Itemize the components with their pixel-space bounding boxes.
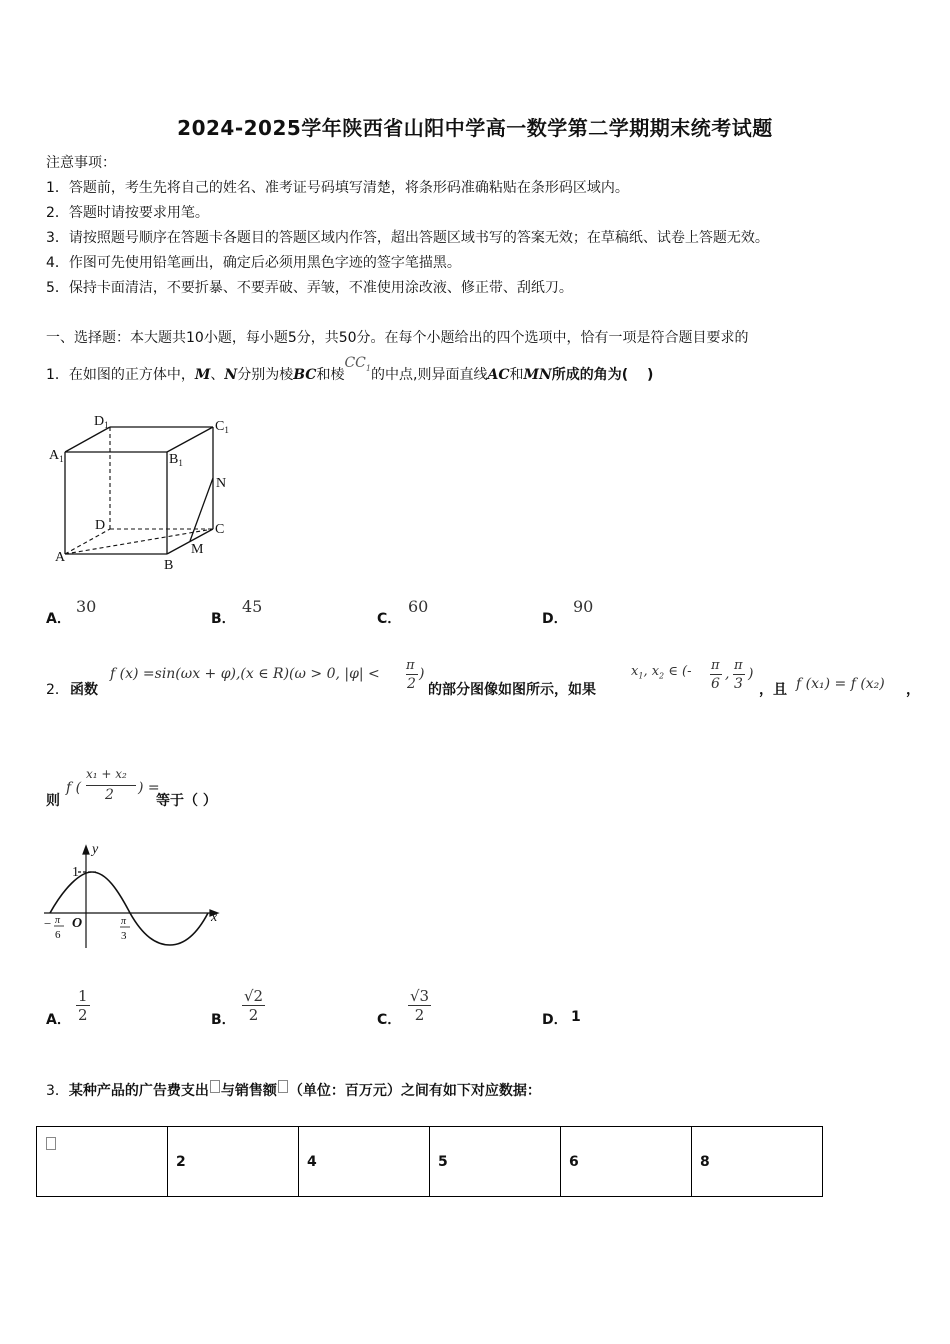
notice-heading: 注意事项： xyxy=(46,155,116,171)
question-3: 3．某种产品的广告费支出 与销售额 （单位：百万元）之间有如下对应数据： xyxy=(46,1080,541,1100)
missing-glyph-icon xyxy=(278,1080,288,1093)
option-a-label[interactable]: A． xyxy=(46,1012,71,1028)
notice-item: 2．答题时请按要求用笔。 xyxy=(46,205,209,221)
origin-label: O xyxy=(72,916,83,931)
option-c-label[interactable]: C． xyxy=(377,611,402,627)
missing-glyph-icon xyxy=(210,1080,220,1093)
label-b: B xyxy=(164,558,174,573)
option-d-label[interactable]: D． xyxy=(542,1012,568,1028)
option-a-value: 30 xyxy=(76,597,97,616)
question-number: 1． xyxy=(46,367,69,383)
table-cell: 8 xyxy=(692,1127,823,1197)
section-heading: 一、选择题：本大题共10小题，每小题5分，共50分。在每个小题给出的四个选项中，恰有一项是符合题目要求的 xyxy=(46,330,749,346)
option-c-label[interactable]: C． xyxy=(377,1012,402,1028)
table-cell: 5 xyxy=(430,1127,561,1197)
option-d-value: 1 xyxy=(571,1009,581,1025)
label-c: C xyxy=(215,522,225,537)
edge-a1d1 xyxy=(65,427,110,452)
label-m: M xyxy=(191,542,204,557)
option-b-value: 45 xyxy=(242,597,263,616)
table-cell: 4 xyxy=(299,1127,430,1197)
label-d: D xyxy=(95,518,106,533)
svg-text:−: − xyxy=(44,916,52,931)
table-row xyxy=(37,1127,823,1197)
option-c-value: 60 xyxy=(408,597,429,616)
table-cell: 2 xyxy=(168,1127,299,1197)
tick-neg-pi6: π xyxy=(55,915,61,926)
cc1-math: $CC_1$ xyxy=(344,355,371,373)
label-a: A xyxy=(55,550,66,565)
peak-value: 1 xyxy=(72,865,79,880)
label-c1: $C_1$ xyxy=(215,419,229,435)
tick-pi3: π xyxy=(121,916,127,927)
x-label: x xyxy=(211,910,218,925)
q2-options xyxy=(46,984,646,1034)
question-1: 1．在如图的正方体中，M、N分别为棱BC和棱$CC_1$的中点,则异面直线AC和MN所成的角为( ) xyxy=(46,355,654,383)
sine-curve xyxy=(50,872,208,945)
label-d1: $D_1$ xyxy=(94,414,109,430)
label-a1: $A_1$ xyxy=(49,448,64,464)
label-b1: $B_1$ xyxy=(169,452,183,468)
option-c-value: $\frac{√3}{2}$ xyxy=(410,987,430,1024)
option-b-label[interactable]: B． xyxy=(211,611,236,627)
question-2-ask: 则 f ( x₁ + x₂ 2 ) = 等于（ ） xyxy=(46,767,217,809)
cube-figure xyxy=(46,405,246,577)
option-a-value: $\frac{1}{2}$ xyxy=(78,987,88,1024)
question-2: 2． 函数 f (x) =sin(ωx + φ),(x ∈ R)(ω > 0, |φ| < π 2 ) 的部分图像如图所示，如果 $x_1$, $x_2$ ∈ (- π 6 , π 3 ) ，且 f (x₁) = f (x₂) ， xyxy=(46,658,920,698)
option-b-label[interactable]: B． xyxy=(211,1012,236,1028)
edge-b1c1 xyxy=(167,427,213,452)
function-definition: f (x) =sin(ωx + φ),(x ∈ R)(ω > 0, |φ| < xyxy=(110,666,380,682)
notice-item: 1．答题前，考生先将自己的姓名、准考证号码填写清楚，将条形码准确粘贴在条形码区域内。 xyxy=(46,180,629,196)
option-d-value: 90 xyxy=(573,597,594,616)
table-cell xyxy=(37,1127,168,1197)
data-table xyxy=(36,1126,823,1197)
option-b-value: $\frac{√2}{2}$ xyxy=(244,987,264,1024)
table-cell: 6 xyxy=(561,1127,692,1197)
sine-graph xyxy=(40,840,230,950)
y-axis-arrow xyxy=(83,846,89,854)
notice-item: 5．保持卡面清洁，不要折暴、不要弄破、弄皱，不准使用涂改液、修正带、刮纸刀。 xyxy=(46,280,573,296)
notice-item: 3．请按照题号顺序在答题卡各题目的答题区域内作答，超出答题区域书写的答案无效；在草稿纸、试卷上答题无效。 xyxy=(46,230,769,246)
equal-condition: f (x₁) = f (x₂) xyxy=(796,676,885,692)
page-title: 2024-2025学年陕西省山阳中学高一数学第二学期期末统考试题 xyxy=(177,116,773,140)
missing-glyph-icon xyxy=(46,1137,56,1150)
q1-options xyxy=(46,597,646,627)
svg-text:6: 6 xyxy=(55,929,61,941)
option-d-label[interactable]: D． xyxy=(542,611,568,627)
svg-text:3: 3 xyxy=(121,930,127,942)
label-n: N xyxy=(216,476,227,491)
y-label: y xyxy=(92,842,99,857)
option-a-label[interactable]: A． xyxy=(46,611,71,627)
notice-item: 4．作图可先使用铅笔画出，确定后必须用黑色字迹的签字笔描黑。 xyxy=(46,255,461,271)
